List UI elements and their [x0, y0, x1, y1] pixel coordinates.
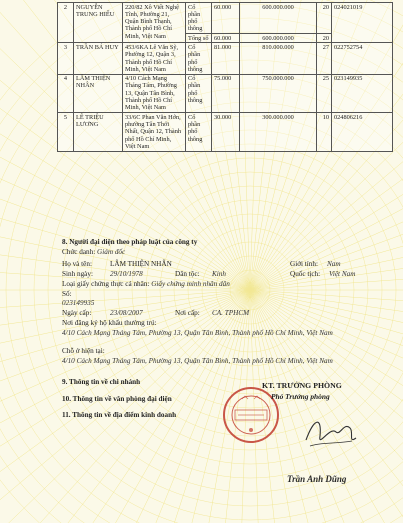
idno-value: 023149935	[62, 299, 95, 307]
share-amount: 300.000.000	[240, 113, 317, 151]
nationality-label: Quốc tịch:	[290, 270, 321, 278]
shareholder-name: NGUYỄN TRUNG HIẾU	[74, 3, 123, 43]
total-shares: 60.000	[212, 34, 240, 43]
name-label: Họ và tên:	[62, 260, 92, 268]
name-value: LÂM THIỆN NHÂN	[110, 260, 172, 268]
section-11-heading: 11. Thông tin về địa điểm kinh doanh	[62, 411, 177, 419]
row-number: 5	[58, 113, 74, 151]
residence-label: Nơi đăng ký hộ khẩu thường trú:	[62, 319, 157, 327]
share-count: 81.000	[212, 43, 240, 74]
table-row	[58, 113, 393, 151]
shareholder-name: TRẦN BÁ HUY	[74, 43, 123, 74]
row-number: 4	[58, 74, 74, 112]
id-type	[62, 280, 230, 288]
total-label: Tổng số	[186, 34, 212, 43]
section-8-heading: 8. Người đại diện theo pháp luật của công ty	[62, 238, 198, 246]
row-number: 3	[58, 43, 74, 74]
share-type: Cổ phần phổ thông	[186, 3, 212, 34]
issue-place-label: Nơi cấp:	[175, 309, 200, 317]
pho-truong-phong-title: Phó Trưởng phòng	[271, 392, 330, 401]
table-row	[58, 43, 393, 74]
legal-rep-title	[62, 248, 125, 256]
gender-value: Nam	[327, 260, 341, 268]
table-row	[58, 74, 393, 112]
issue-date-label: Ngày cấp:	[62, 309, 92, 317]
share-percent: 27	[317, 43, 332, 74]
share-percent: 25	[317, 74, 332, 112]
ethnic-value: Kinh	[212, 270, 226, 278]
share-percent: 10	[317, 113, 332, 151]
share-count: 60.000	[212, 3, 240, 34]
issue-place-value: CA. TPHCM	[212, 309, 250, 317]
signer-name: Trần Anh Dũng	[287, 474, 347, 484]
shareholder-name: LÂM THIỆN NHÂN	[74, 74, 123, 112]
share-amount: 750.000.000	[240, 74, 317, 112]
shareholder-address: 220/82 Xô Viết Nghệ Tĩnh, Phường 21, Quận Bình Thạnh, Thành phố Hồ Chí Minh, Việt Nam	[123, 3, 186, 43]
share-type: Cổ phần phổ thông	[186, 113, 212, 151]
dob-label: Sinh ngày:	[62, 270, 93, 278]
section-10-heading: 10. Thông tin về văn phòng đại diện	[62, 395, 172, 403]
total-amount: 600.000.000	[240, 34, 317, 43]
handwritten-signature-icon	[300, 408, 360, 458]
issue-date-value: 23/08/2007	[110, 309, 143, 317]
kt-truong-phong-title: KT. TRƯỞNG PHÒNG	[262, 381, 342, 390]
shareholder-address: 453/6KA Lê Văn Sỹ, Phường 12, Quận 3, Thành phố Hồ Chí Minh, Việt Nam	[123, 43, 186, 74]
share-count: 75.000	[212, 74, 240, 112]
id-number: 023149935	[332, 74, 393, 112]
section-9-heading: 9. Thông tin về chi nhánh	[62, 378, 141, 386]
id-number: 022752754	[332, 43, 393, 74]
share-amount: 810.000.000	[240, 43, 317, 74]
nationality-value: Việt Nam	[329, 270, 356, 278]
title-label: Chức danh:	[62, 248, 96, 256]
row-number: 2	[58, 3, 74, 43]
share-count: 30.000	[212, 113, 240, 151]
shareholder-address: 4/10 Cách Mạng Tháng Tám, Phường 13, Quận Tân Bình, Thành phố Hồ Chí Minh, Việt Nam	[123, 74, 186, 112]
id-type-value: Giấy chứng minh nhân dân	[151, 280, 230, 288]
shareholder-address: 33/6C Phan Văn Hớn, phường Tân Thới Nhất, Quận 12, Thành phố Hồ Chí Minh, Việt Nam	[123, 113, 186, 151]
id-number: 024021019	[332, 3, 393, 43]
table-row	[58, 3, 393, 34]
residence-value: 4/10 Cách Mạng Tháng Tám, Phường 13, Quận Tân Bình, Thành phố Hồ Chí Minh, Việt Nam	[62, 329, 333, 337]
shareholder-name: LÊ TRIỆU LƯƠNG	[74, 113, 123, 151]
ethnic-label: Dân tộc:	[175, 270, 200, 278]
current-address-label: Chỗ ở hiện tại:	[62, 347, 105, 355]
current-address-value: 4/10 Cách Mạng Tháng Tám, Phường 13, Quận Tân Bình, Thành phố Hồ Chí Minh, Việt Nam	[62, 357, 333, 365]
gender-label: Giới tính:	[290, 260, 318, 268]
share-type: Cổ phần phổ thông	[186, 74, 212, 112]
shareholder-table	[57, 2, 393, 152]
title-value: Giám đốc	[97, 248, 126, 256]
id-type-label: Loại giấy chứng thực cá nhân:	[62, 280, 150, 288]
dob-value: 29/10/1978	[110, 270, 143, 278]
share-amount: 600.000.000	[240, 3, 317, 34]
share-type: Cổ phần phổ thông	[186, 43, 212, 74]
idno-label: Số:	[62, 290, 72, 298]
total-percent: 20	[317, 34, 332, 43]
share-percent: 20	[317, 3, 332, 34]
id-number: 024806216	[332, 113, 393, 151]
